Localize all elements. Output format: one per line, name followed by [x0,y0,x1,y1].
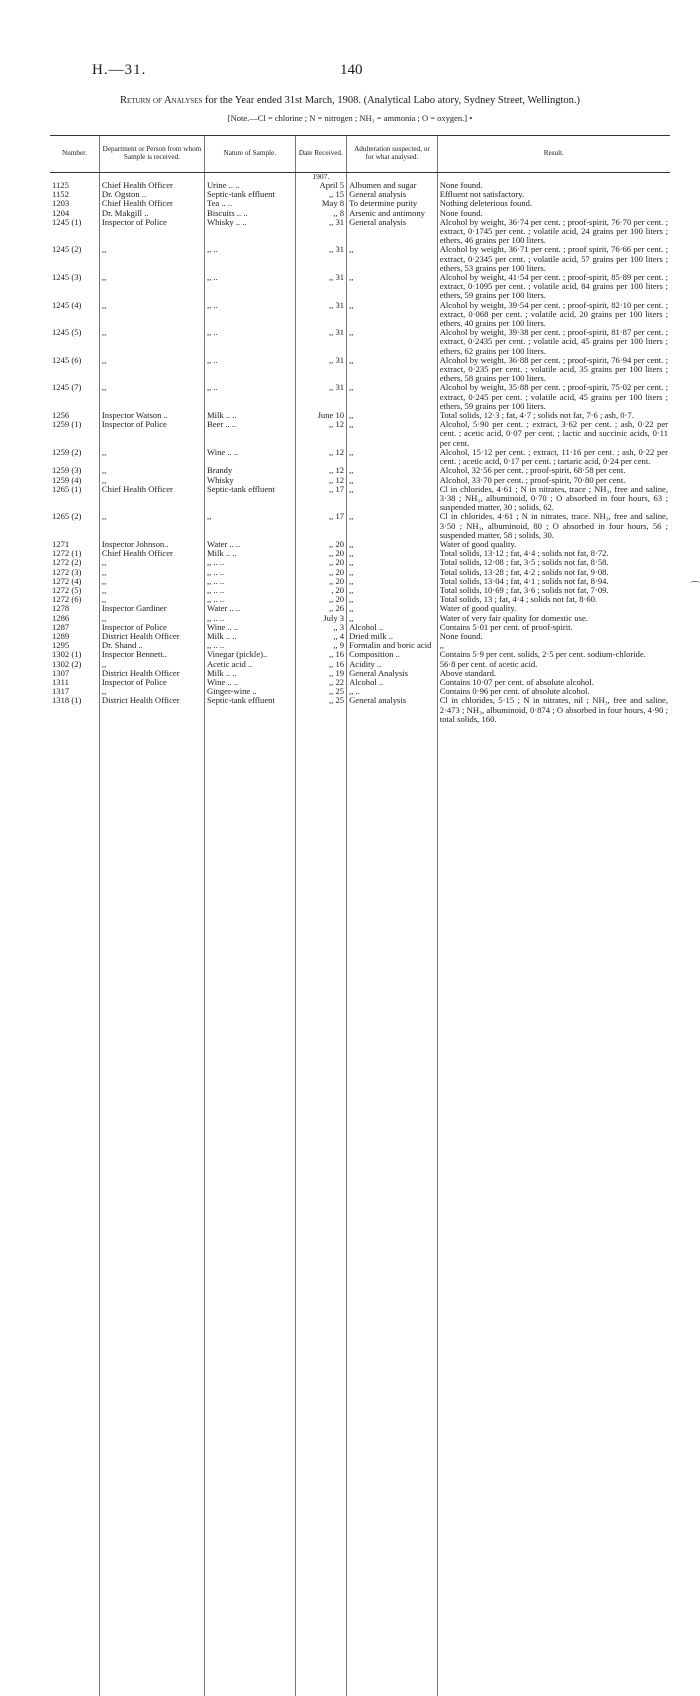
sample-date: ,, 12 [295,476,346,485]
sample-result: Total solids, 13 ; fat, 4·4 ; solids not fat, 8·60. [437,595,670,604]
sample-department: Chief Health Officer [99,549,204,558]
sample-nature: Milk .. .. [204,632,295,641]
sample-number: 1245 (4) [50,301,99,329]
sample-number: 1152 [50,190,99,199]
sample-department: Inspector Bennett.. [99,650,204,659]
sample-number: 1245 (7) [50,383,99,411]
sample-adulteration: ,, [347,420,438,448]
sample-date: ,, 20 [295,540,346,549]
sample-result: Total solids, 12·3 ; fat, 4·7 ; solids not fat, 7·6 ; ash, 0·7. [437,411,670,420]
sample-adulteration: ,, [347,466,438,475]
col-adulteration-header: Adulteration suspected, or for what analysed. [347,136,438,173]
sample-nature: Septic-tank effluent [204,485,295,513]
sample-department: Chief Health Officer [99,485,204,513]
sample-date: ,, 20 [295,558,346,567]
sample-adulteration: Arsenic and antimony [347,209,438,218]
sample-adulteration: ,, [347,476,438,485]
sample-number: 1317 [50,687,99,696]
sample-result: Total solids, 13·12 ; fat, 4·4 ; solids not fat, 8·72. [437,549,670,558]
sample-adulteration: Alcohol .. [347,678,438,687]
sample-date: ,, 12 [295,420,346,448]
sample-adulteration: General Analysis [347,669,438,678]
sample-result: Alcohol by weight, 36·88 per cent. ; proof-spirit, 76·94 per cent. ; extract, 0·235 per cent. ; volatile acid, 35 grains per 100 liters ; ethers, 58 grains per 100 liters. [437,356,670,384]
sample-date: ,, 4 [295,632,346,641]
sample-nature: Septic-tank effluent [204,696,295,1696]
sample-department: ,, [99,577,204,586]
sample-adulteration: ,, [347,540,438,549]
sample-nature: Milk .. .. [204,669,295,678]
sample-result: Alcohol, 15·12 per cent. ; extract, 11·16 per cent. ; ash, 0·22 per cent. ; acetic acid, 0·17 per cent. ; tartaric acid, 0·24 per cent. [437,448,670,466]
sample-date: ,, 17 [295,485,346,513]
sample-nature: ,, .. .. [204,614,295,623]
sample-result: Alcohol, 5·90 per cent. ; extract, 3·62 per cent. ; ash, 0·22 per cent. ; acetic acid, 0·07 per cent. ; lactic and succinic acids, 0·11 per cent. [437,420,670,448]
sample-result: Contains 10·07 per cent. of absolute alcohol. [437,678,670,687]
sample-department: Inspector of Police [99,218,204,246]
sample-number: 1203 [50,199,99,208]
sample-department: ,, [99,568,204,577]
sample-nature: Biscuits .. .. [204,209,295,218]
sample-nature: ,, .. [204,301,295,329]
col-number-header: Number. [50,136,99,173]
page-title [0,95,700,106]
sample-adulteration: ,, [347,356,438,384]
sample-adulteration: ,, [347,549,438,558]
sample-department: ,, [99,476,204,485]
sample-nature: ,, .. [204,383,295,411]
sample-adulteration: ,, [347,558,438,567]
sample-date: ,, 12 [295,448,346,466]
sample-date: ,, 25 [295,687,346,696]
sample-number: 1245 (5) [50,328,99,356]
table-row [50,301,670,329]
sample-date: ,, 12 [295,466,346,475]
sample-adulteration: ,, [347,577,438,586]
sample-nature: Milk .. .. [204,411,295,420]
analyses-table [50,135,670,1696]
sample-nature: Wine .. .. [204,678,295,687]
sample-nature: Whisky .. .. [204,218,295,246]
sample-adulteration: Formalin and boric acid [347,641,438,650]
table-row [50,218,670,246]
sample-date: ,, 16 [295,660,346,669]
sample-nature: ,, .. .. [204,595,295,604]
sample-department: Inspector of Police [99,420,204,448]
sample-department: ,, [99,328,204,356]
sample-result: Effluent not satisfactory. [437,190,670,199]
sample-result: Water of good quality. [437,540,670,549]
sample-number: 1256 [50,411,99,420]
sample-date: ,, 31 [295,273,346,301]
sample-result: Above standard. [437,669,670,678]
sample-number: 1265 (1) [50,485,99,513]
sample-department: Inspector of Police [99,678,204,687]
sample-nature: Wine .. .. [204,448,295,466]
note-text: [Note.—Cl = chlorine ; N = nitrogen ; NH₃ = ammonia ; O = oxygen.] [228,113,467,123]
sample-nature: Vinegar (pickle).. [204,650,295,659]
sample-number: 1265 (2) [50,512,99,540]
sample-department: Inspector Johnson.. [99,540,204,549]
sample-adulteration: General analysis [347,696,438,1696]
sample-adulteration: ,, [347,383,438,411]
sample-date: ,, 31 [295,356,346,384]
sample-nature: Whisky [204,476,295,485]
sample-result: None found. [437,181,670,190]
sample-number: 1272 (6) [50,595,99,604]
title-rest: for the Year ended 31st March, 1908. (Analytical Labo atory, Sydney Street, Wellington.) [202,95,580,106]
sample-department: Inspector Watson .. [99,411,204,420]
sample-nature: ,, .. .. [204,558,295,567]
sample-number: 1289 [50,632,99,641]
sample-adulteration: To determine purity [347,199,438,208]
sample-date: May 8 [295,199,346,208]
sample-adulteration: ,, [347,328,438,356]
sample-result: None found. [437,632,670,641]
sample-result: Total solids, 12·08 ; fat, 3·5 ; solids not fat, 8·58. [437,558,670,567]
year-label: 1907. [295,173,346,182]
sample-department: Chief Health Officer [99,181,204,190]
table-row [50,448,670,466]
table-row [50,328,670,356]
sample-adulteration: General analysis [347,218,438,246]
sample-nature: Wine .. .. [204,623,295,632]
page-number: 140 [340,62,363,79]
sample-nature: ,, .. [204,356,295,384]
sample-nature: ,, .. .. [204,586,295,595]
sample-date: ,, 19 [295,669,346,678]
sample-department: ,, [99,273,204,301]
col-department-header: Department or Person from whom Sample is received. [99,136,204,173]
sample-department: ,, [99,558,204,567]
sample-adulteration: General analysis [347,190,438,199]
sample-number: 1272 (2) [50,558,99,567]
sample-number: 1245 (1) [50,218,99,246]
sample-date: ,, 25 [295,696,346,1696]
sample-date: ,, 31 [295,301,346,329]
table-row [50,273,670,301]
sample-result: Alcohol, 33·70 per cent. ; proof-spirit, 70·80 per cent. [437,476,670,485]
sample-date: ,, 20 [295,549,346,558]
sample-number: 1272 (1) [50,549,99,558]
sample-adulteration: Dried milk .. [347,632,438,641]
sample-adulteration: ,, [347,245,438,273]
sample-number: 1278 [50,604,99,613]
sample-adulteration: ,, [347,614,438,623]
sample-number: 1245 (2) [50,245,99,273]
sample-date: ,, 20 [295,568,346,577]
sample-adulteration: ,, [347,485,438,513]
table-row [50,245,670,273]
col-result-header: Result. [437,136,670,173]
sample-adulteration: ,, [347,273,438,301]
sample-number: 1287 [50,623,99,632]
sample-nature: ,, .. [204,245,295,273]
sample-department: ,, [99,614,204,623]
sample-number: 1259 (3) [50,466,99,475]
sample-result: Contains 5·9 per cent. solids, 2·5 per cent. sodium-chloride. [437,650,670,659]
sample-department: Dr. Shand .. [99,641,204,650]
sample-nature: Water .. .. [204,540,295,549]
sample-department: ,, [99,448,204,466]
sample-nature: ,, [204,512,295,540]
sample-date: ,, 20 [295,595,346,604]
sample-result: Total solids, 13·28 ; fat, 4·2 ; solids not fat, 9·08. [437,568,670,577]
sample-date: ,, 8 [295,209,346,218]
sample-adulteration: ,, .. [347,687,438,696]
sample-adulteration: ,, [347,448,438,466]
sample-result: Alcohol, 32·56 per cent. ; proof-spirit, 68·58 per cent. [437,466,670,475]
sample-result: Contains 5·01 per cent. of proof-spirit. [437,623,670,632]
table-body [50,173,670,1696]
sample-department: ,, [99,301,204,329]
sample-nature: Acetic acid .. [204,660,295,669]
margin-mark: ⌒ [690,578,700,593]
col-date-header: Date Received. [295,136,346,173]
sample-number: 1307 [50,669,99,678]
sample-number: 1311 [50,678,99,687]
sample-adulteration: ,, [347,411,438,420]
sample-number: 1272 (4) [50,577,99,586]
sample-date: June 10 [295,411,346,420]
sample-date: ,, 17 [295,512,346,540]
table-header-row [50,136,670,173]
sample-number: 1295 [50,641,99,650]
sample-date: ,, 31 [295,218,346,246]
sample-number: 1259 (4) [50,476,99,485]
sample-department: ,, [99,586,204,595]
table-row [50,420,670,448]
sample-number: 1302 (2) [50,660,99,669]
sample-adulteration: Alcohol .. [347,623,438,632]
title-lead: Return of Analyses [120,95,202,106]
sample-date: ,, 26 [295,604,346,613]
sample-date: ,, 20 [295,577,346,586]
sample-result: Alcohol by weight, 39·38 per cent. ; proof-spirit, 81·87 per cent. ; extract, 0·2435 per cent. ; volatile acid, 45 grains per 100 liters ; ethers, 62 grains per 100 liters. [437,328,670,356]
sample-nature: Septic-tank effluent [204,190,295,199]
sample-nature: Beer .. .. [204,420,295,448]
sample-department: ,, [99,245,204,273]
sample-result: Alcohol by weight, 41·54 per cent. ; proof-spirit, 85·89 per cent. ; extract, 0·1095 per cent. ; volatile acid, 84 grains per 100 liters ; ethers, 59 grains per 100 liters. [437,273,670,301]
sample-nature: Ginger-wine .. [204,687,295,696]
sample-department: District Health Officer [99,696,204,1696]
sample-department: ,, [99,595,204,604]
sample-date: ,, 16 [295,650,346,659]
sample-result: Total solids, 13·04 ; fat, 4·1 ; solids not fat, 8·94. [437,577,670,586]
sample-number: 1286 [50,614,99,623]
sample-date: ,, 9 [295,641,346,650]
sample-result: ,, [437,641,670,650]
sample-adulteration: Acidity .. [347,660,438,669]
sample-nature: Water .. .. [204,604,295,613]
sample-date: ,, 31 [295,328,346,356]
sample-nature: ,, .. [204,273,295,301]
sample-nature: Tea .. .. [204,199,295,208]
table-row [50,696,670,1696]
table-row [50,485,670,513]
sample-nature: ,, .. .. [204,568,295,577]
sample-number: 1259 (1) [50,420,99,448]
sample-department: ,, [99,466,204,475]
sample-department: Inspector of Police [99,623,204,632]
col-nature-header: Nature of Sample. [204,136,295,173]
table-row [50,512,670,540]
sample-department: Dr. Makgill .. [99,209,204,218]
sample-date: ,, 31 [295,383,346,411]
sample-department: Chief Health Officer [99,199,204,208]
sample-department: District Health Officer [99,632,204,641]
sample-adulteration: Albumen and sugar [347,181,438,190]
sample-nature: Urine .. .. [204,181,295,190]
sample-nature: ,, .. .. [204,577,295,586]
sample-result: Alcohol by weight, 35·88 per cent. ; proof-spirit, 75·02 per cent. ; extract, 0·245 per cent. ; volatile acid, 45 grains per 100 liters ; ethers, 59 grains per 100 liters. [437,383,670,411]
sample-result: Cl in chlorides, 5·15 ; N in nitrates, nil ; NH₃, free and saline, 2·473 ; NH₃, albuminoid, 0·874 ; O absorbed in four hours, 4·90 ; total solids, 160. [437,696,670,1696]
document-reference: H.—31. [92,62,146,79]
sample-date: April 5 [295,181,346,190]
sample-number: 1272 (3) [50,568,99,577]
abbreviation-note [0,113,700,123]
sample-nature: ,, .. .. [204,641,295,650]
bullet-mark: • [469,113,472,123]
sample-number: 1204 [50,209,99,218]
sample-result: Contains 0·96 per cent. of absolute alcohol. [437,687,670,696]
table-row [50,383,670,411]
sample-number: 1259 (2) [50,448,99,466]
sample-department: ,, [99,512,204,540]
sample-result: Alcohol by weight, 36·71 per cent. ; proof spirit, 76·66 per cent. ; extract, 0·2345 per cent. ; volatile acid, 57 grains per 100 liters ; ethers, 53 grains per 100 liters. [437,245,670,273]
sample-date: ,, 22 [295,678,346,687]
sample-adulteration: ,, [347,512,438,540]
sample-result: None found. [437,209,670,218]
sample-number: 1271 [50,540,99,549]
sample-department: ,, [99,383,204,411]
sample-result: Alcohol by weight, 39·54 per cent. ; proof-spirit, 82·10 per cent. ; extract, 0·068 per cent. ; volatile acid, 20 grains per 100 liters ; ethers, 40 grains per 100 liters. [437,301,670,329]
sample-department: ,, [99,660,204,669]
sample-result: Nothing deleterious found. [437,199,670,208]
sample-adulteration: ,, [347,568,438,577]
sample-date: , 20 [295,586,346,595]
sample-department: District Health Officer [99,669,204,678]
sample-nature: ,, .. [204,328,295,356]
sample-number: 1272 (5) [50,586,99,595]
sample-result: Alcohol by weight, 36·74 per cent. ; proof-spirit, 76·70 per cent. ; extract, 0·1745 per cent. ; volatile acid, 24 grains per 100 liters ; ethers, 46 grains per 100 liters. [437,218,670,246]
sample-adulteration: ,, [347,604,438,613]
sample-number: 1125 [50,181,99,190]
sample-adulteration: ,, [347,301,438,329]
sample-department: Dr. Ogston .. [99,190,204,199]
sample-date: July 3 [295,614,346,623]
sample-nature: Brandy [204,466,295,475]
sample-department: ,, [99,687,204,696]
table-row [50,356,670,384]
sample-adulteration: ,, [347,595,438,604]
sample-result: Cl in chlorides, 4·61 ; N in nitrates, trace. NH₃, free and saline, 3·50 ; NH₃, albuminoid, 80 ; O absorbed in four hours, 56 ; suspended matter, 58 ; solids, 30. [437,512,670,540]
sample-result: Total solids, 10·69 ; fat, 3·6 ; solids not fat, 7·09. [437,586,670,595]
sample-number: 1245 (3) [50,273,99,301]
sample-number: 1318 (1) [50,696,99,1696]
sample-result: Water of very fair quality for domestic use. [437,614,670,623]
sample-nature: Milk .. .. [204,549,295,558]
sample-result: 56·8 per cent. of acetic acid. [437,660,670,669]
sample-date: ,, 31 [295,245,346,273]
sample-result: Cl in chlorides, 4·61 ; N in nitrates, trace ; NH₃, free and saline, 3·38 ; NH₃, albuminoid, 0·70 ; O absorbed in four hours, 63 ; suspended matter, 30 ; solids, 62. [437,485,670,513]
sample-department: Inspector Gardiner [99,604,204,613]
sample-adulteration: ,, [347,586,438,595]
sample-date: ,, 3 [295,623,346,632]
sample-adulteration: Composition .. [347,650,438,659]
sample-date: ,, 15 [295,190,346,199]
sample-number: 1245 (6) [50,356,99,384]
sample-department: ,, [99,356,204,384]
sample-result: Water of good quality. [437,604,670,613]
sample-number: 1302 (1) [50,650,99,659]
